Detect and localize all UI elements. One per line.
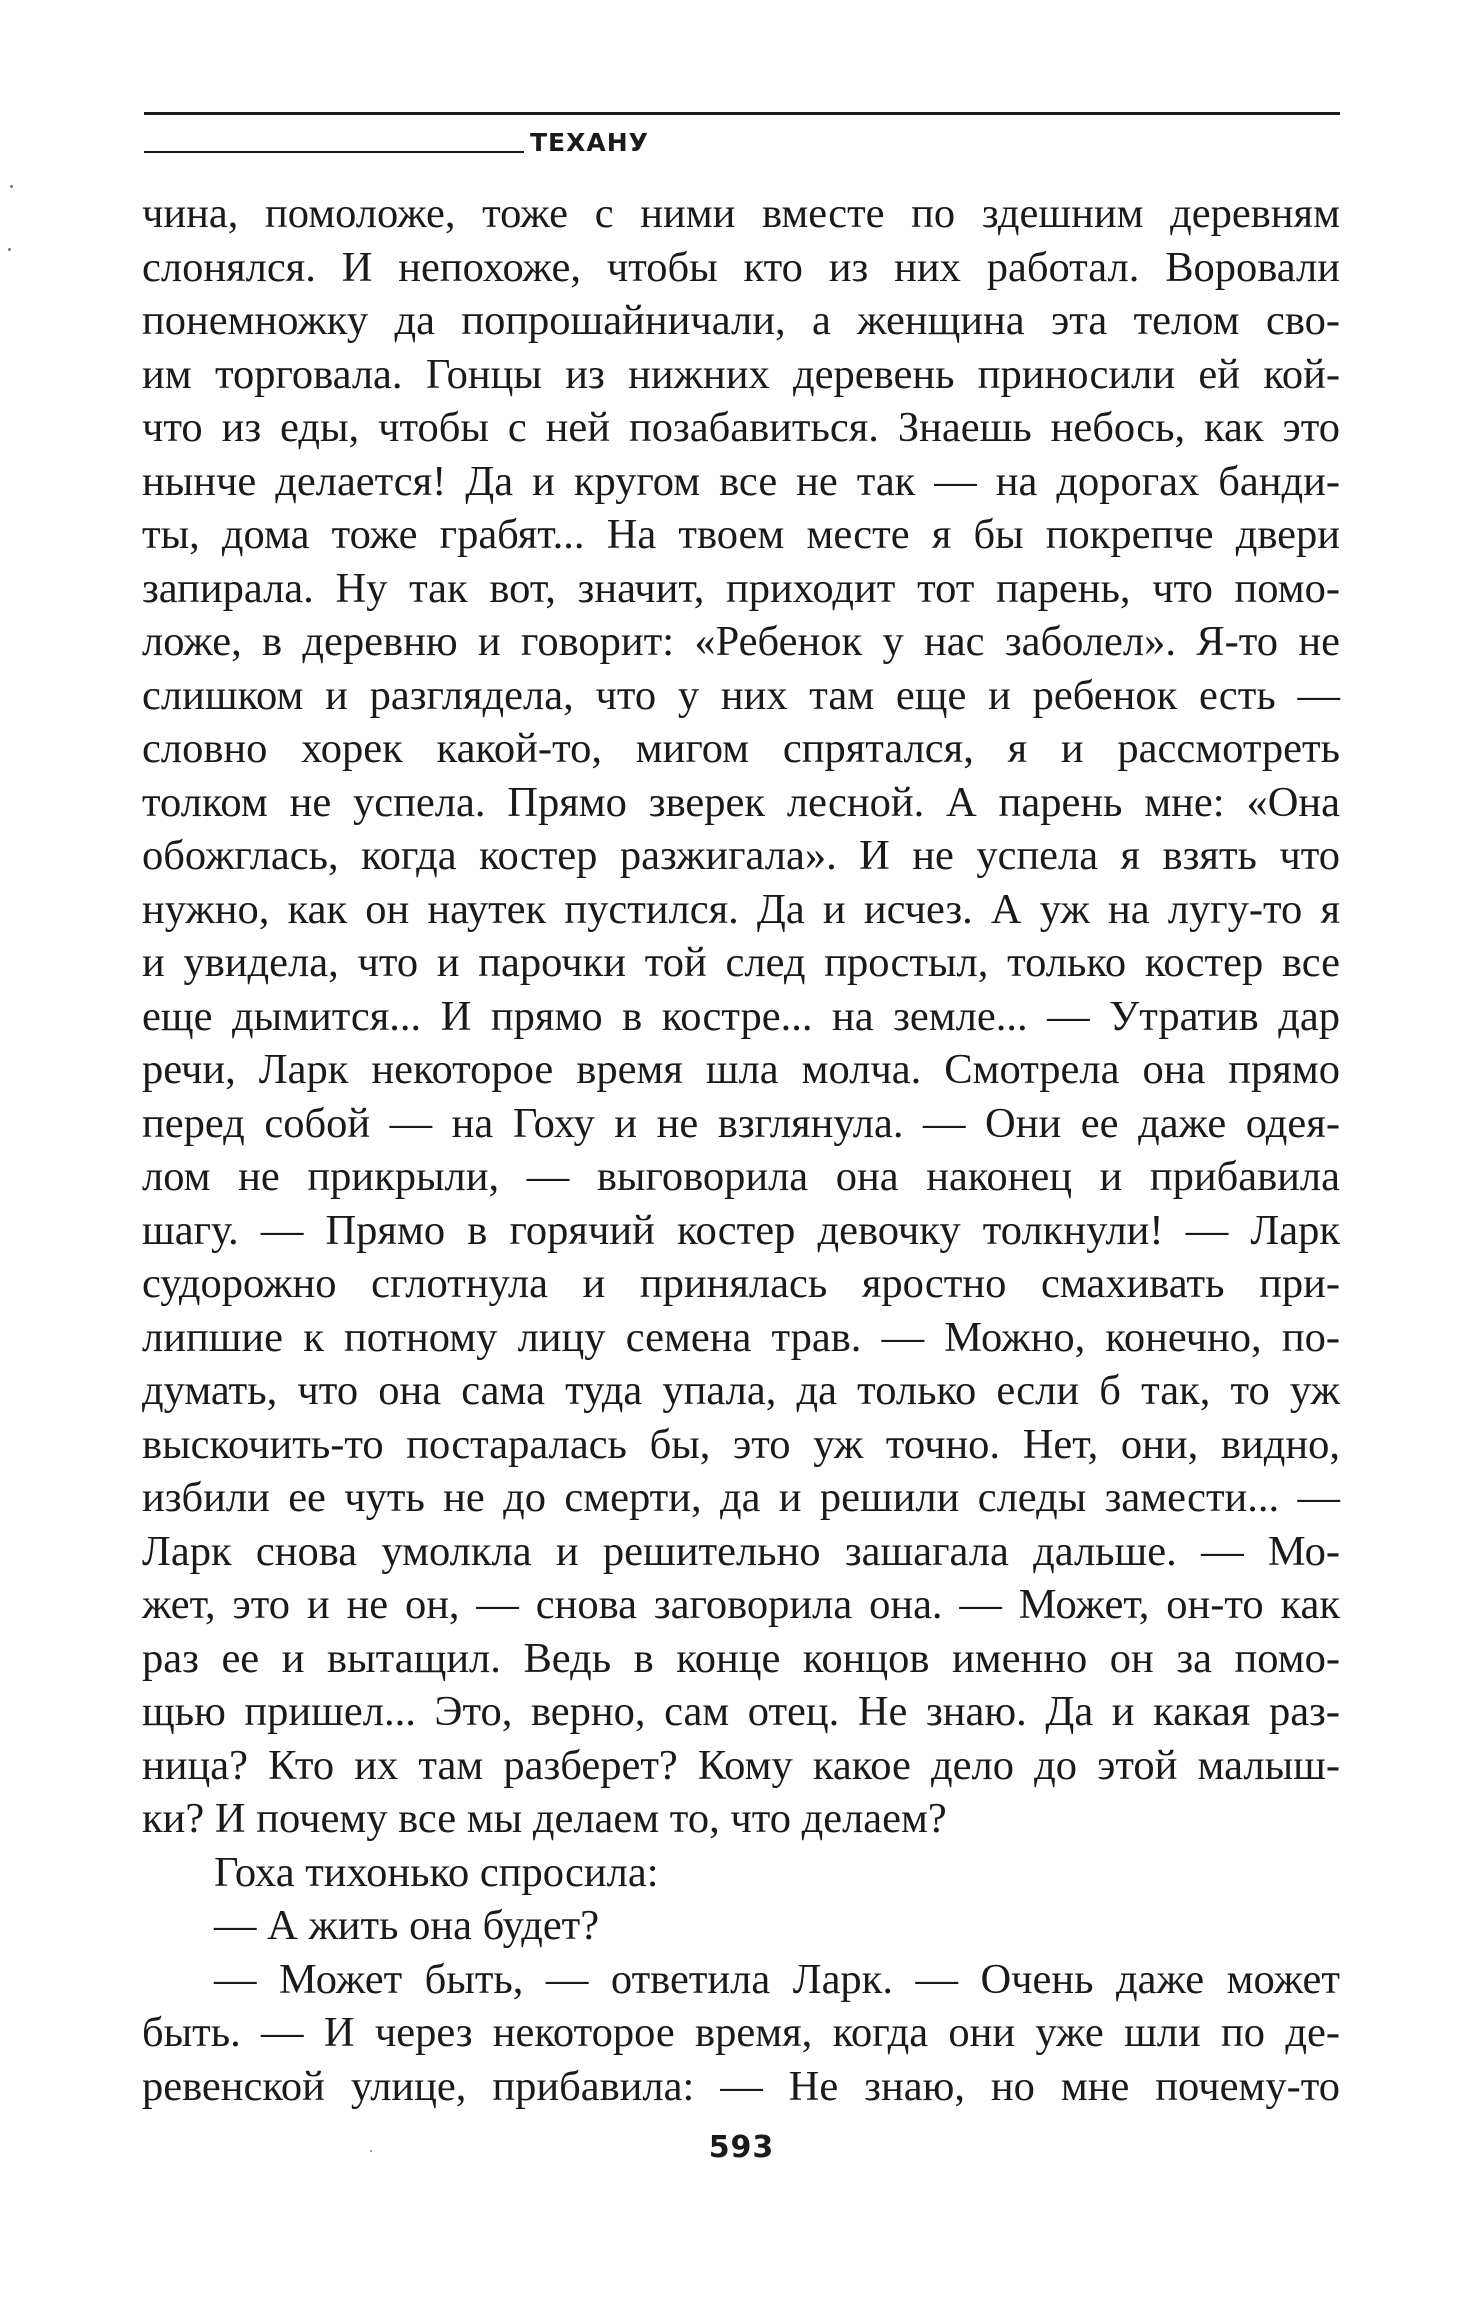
scan-speck: [10, 185, 13, 188]
text-line: ки? И почему все мы делаем то, что делаем?: [142, 1795, 947, 1842]
text-line: запирала. Ну так вот, значит, приходит тот парень, что помо-: [142, 564, 1340, 612]
text-line: раз ее и вытащил. Ведь в конце концов именно он за помо-: [142, 1634, 1340, 1682]
text-line: и увидела, что и парочки той след простыл, только костер все: [142, 939, 1340, 986]
text-line: чина, помоложе, тоже с ними вместе по здешним деревням: [142, 190, 1340, 237]
text-line: думать, что она сама туда упала, да только если б так, то уж: [142, 1367, 1340, 1414]
page-number: 593: [708, 2130, 775, 2165]
text-line: липшие к потному лицу семена трав. — Можно, конечно, по-: [142, 1313, 1340, 1361]
text-line: — Может быть, — ответила Ларк. — Очень даже может: [214, 1955, 1340, 2003]
text-line: нынче делается! Да и кругом все не так — на дорогах банди-: [142, 457, 1340, 505]
text-line: ница? Кто их там разберет? Кому какое дело до этой малыш-: [142, 1741, 1340, 1789]
running-header: [144, 124, 1340, 164]
text-line: словно хорек какой-то, мигом спрятался, я и рассмотреть: [142, 725, 1340, 772]
text-line: обожглась, когда костер разжигала». И не успела я взять что: [142, 832, 1340, 879]
text-line: ревенской улице, прибавила: — Не знаю, но мне почему-то: [142, 2062, 1340, 2110]
text-line: судорожно сглотнула и принялась яростно смахивать при-: [142, 1260, 1340, 1307]
text-line: слонялся. И непохоже, чтобы кто из них работал. Воровали: [142, 243, 1340, 291]
scan-speck: [8, 248, 11, 251]
text-line: лом не прикрыли, — выговорила она наконец и прибавила: [142, 1153, 1340, 1200]
text-line: избили ее чуть не до смерти, да и решили следы замести... —: [142, 1474, 1340, 1521]
text-line: — А жить она будет?: [214, 1902, 600, 1949]
running-head-title: ТЕХАНУ: [530, 128, 649, 157]
text-line: жет, это и не он, — снова заговорила она. — Может, он-то как: [142, 1581, 1340, 1628]
text-line: еще дымится... И прямо в костре... на земле... — Утратив дар: [142, 992, 1340, 1040]
text-line: Гоха тихонько спросила:: [214, 1848, 659, 1896]
text-line: что из еды, чтобы с ней позабавиться. Знаешь небось, как это: [142, 404, 1340, 451]
scan-speck: [370, 2150, 372, 2152]
text-line: Ларк снова умолкла и решительно зашагала дальше. — Мо-: [142, 1527, 1340, 1575]
text-line: понемножку да попрошайничали, а женщина эта телом сво-: [142, 297, 1340, 344]
text-line: речи, Ларк некоторое время шла молча. Смотрела она прямо: [142, 1046, 1340, 1093]
header-top-rule: [144, 112, 1340, 115]
text-line: им торговала. Гонцы из нижних деревень приносили ей кой-: [142, 350, 1340, 398]
text-line: выскочить-то постаралась бы, это уж точно. Нет, они, видно,: [142, 1420, 1340, 1468]
text-line: слишком и разглядела, что у них там еще и ребенок есть —: [142, 671, 1340, 719]
text-line: толком не успела. Прямо зверек лесной. А парень мне: «Она: [142, 778, 1340, 826]
body-text: [142, 187, 1340, 2113]
text-line: быть. — И через некоторое время, когда они уже шли по де-: [142, 2009, 1340, 2056]
text-line: ты, дома тоже грабят... На твоем месте я бы покрепче двери: [142, 511, 1340, 558]
text-line: шагу. — Прямо в горячий костер девочку толкнули! — Ларк: [142, 1206, 1340, 1254]
text-line: нужно, как он наутек пустился. Да и исчез. А уж на лугу-то я: [142, 885, 1340, 933]
text-line: щью пришел... Это, верно, сам отец. Не знаю. Да и какая раз-: [142, 1688, 1340, 1735]
text-line: перед собой — на Гоху и не взглянула. — Они ее даже одея-: [142, 1099, 1340, 1147]
header-left-rule: [144, 151, 524, 153]
text-line: ложе, в деревню и говорит: «Ребенок у нас заболел». Я-то не: [142, 618, 1340, 665]
